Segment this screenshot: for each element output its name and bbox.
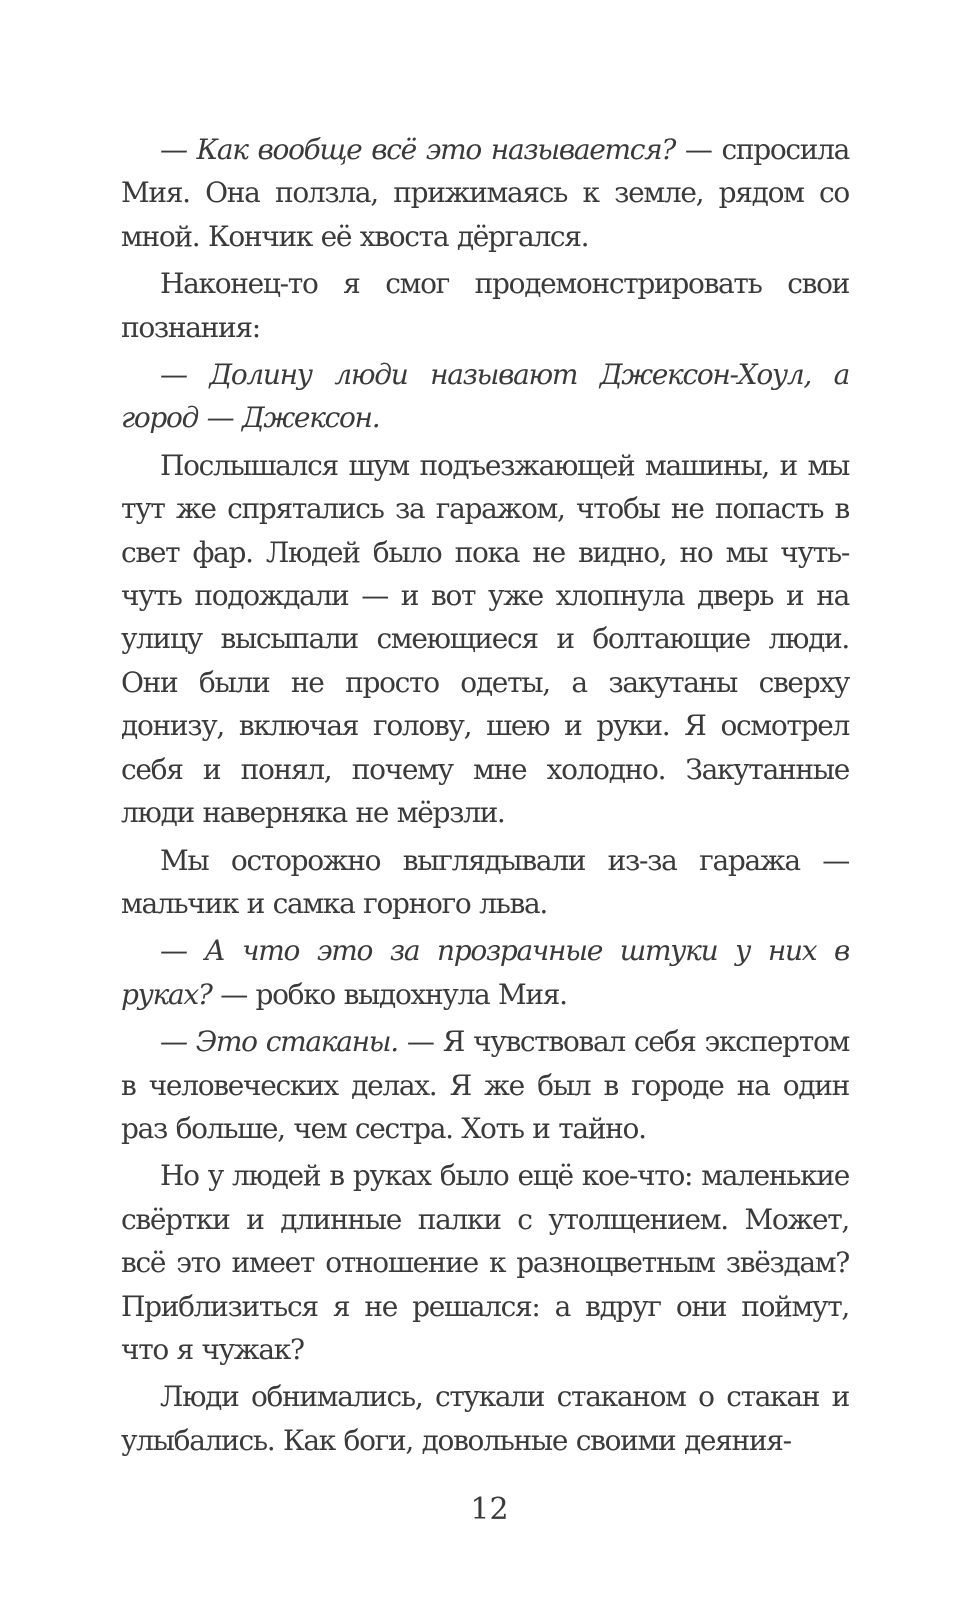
paragraph-text: Наконец-то я смог продемонстрировать свои познания: [121,267,849,344]
paragraph-text: — робко выдохнула Мия. [211,977,567,1011]
paragraph [121,1154,849,1371]
page-number: 12 [470,1492,509,1527]
paragraph-text: Послышался шум подъезжающей машины, и мы тут же спрятались за гаражом, чтобы не попасть в свет фар. Людей было пока не видно, но мы чуть-чуть подождали — и вот уже хлопнула дверь и на улицу высыпали смеющиеся и болтающие люди. Они были не просто одеты, а закутаны сверху донизу, включая голову, шею и руки. Я осмотрел себя и понял, почему мне холодно. Закутанные люди наверняка не мёрзли. [121,448,849,830]
paragraph [121,839,849,926]
dialogue-italic: — Долину люди называют Джексон-Хоул, а город — Джексон. [121,358,849,435]
paragraph [121,929,849,1016]
dialogue-italic: — Как вообще всё это называется? [160,133,676,166]
paragraph [121,353,849,440]
page-body-text [121,128,849,1466]
paragraph-text: Мы осторожно выглядывали из-за гаража — мальчик и самка горного льва. [121,843,849,920]
paragraph-text: Люди обнимались, стукали стаканом о стакан и улыбались. Как боги, довольные своими деяния- [121,1380,849,1457]
paragraph-text: Но у людей в руках было ещё кое-что: маленькие свёртки и длинные палки с утолщением. Может, всё это имеет отношение к разноцветным звёздам? Приблизиться я не решался: а вдруг они поймут, что я чужак? [121,1159,849,1366]
paragraph-text: — Я чувствовал себя экспертом в человеческих делах. Я же был в городе на один раз больше, чем сестра. Хоть и тайно. [121,1025,850,1145]
dialogue-italic: — Это стаканы. [160,1025,398,1059]
paragraph [121,128,849,258]
paragraph [121,262,849,349]
paragraph-text: — спросила Мия. Она ползла, прижимаясь к земле, рядом со мной. Кончик её хвоста дёргался. [121,133,850,253]
paragraph [121,1020,849,1150]
paragraph [121,1375,849,1462]
paragraph [121,444,849,835]
dialogue-italic: — А что это за прозрачные штуки у них в руках? [121,934,849,1011]
